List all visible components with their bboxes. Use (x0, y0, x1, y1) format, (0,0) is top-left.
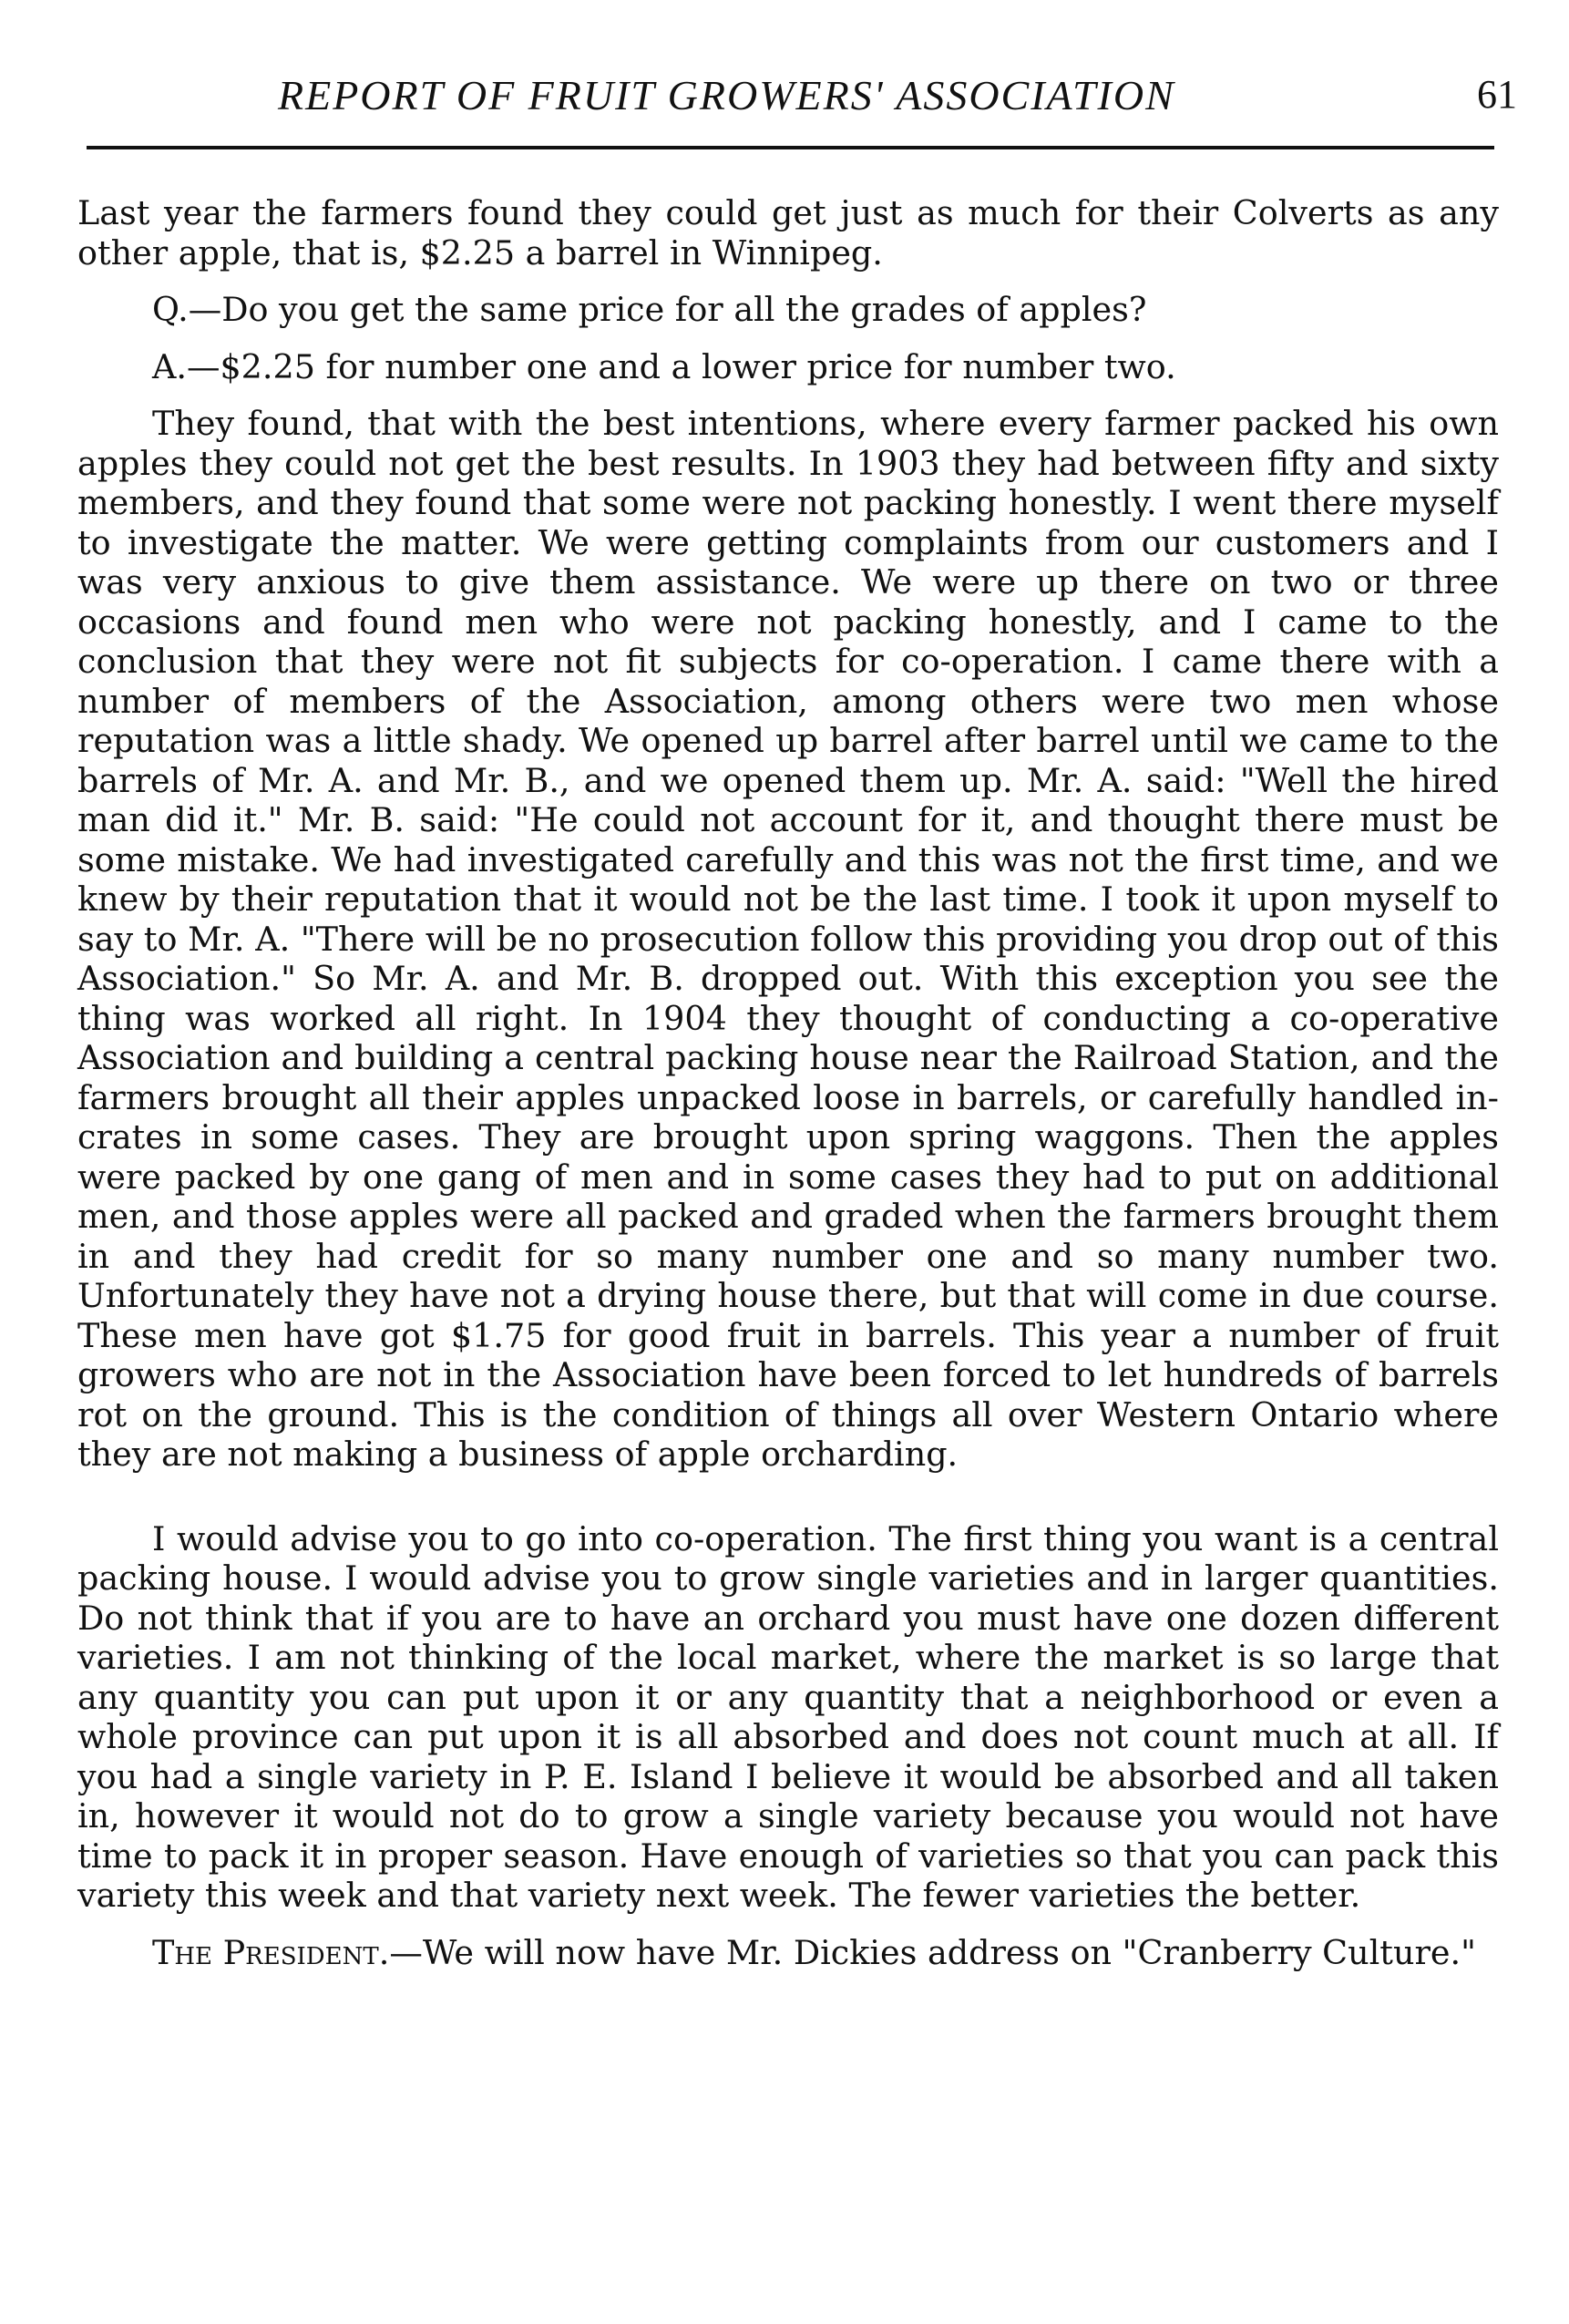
paragraph: They found, that with the best intentions, where every farmer packed his own apples they could not get the best results. In 1903 they had between fifty and sixty members, and they found that some were not packing honestly. I went there myself to investigate the matter. We were getting complaints from our customers and I was very anxious to give them assistance. We were up there on two or three occasions and found men who were not packing honestly, and I came to the conclusion that they were not fit subjects for co-operation. I came there with a number of members of the Association, among others were two men whose reputation was a little shady. We opened up barrel after barrel until we came to the barrels of Mr. A. and Mr. B., and we opened them up. Mr. A. said: "Well the hired man did it." Mr. B. said: "He could not account for it, and thought there must be some mistake. We had investigated carefully and this was not the first time, and we knew by their reputation that it would not be the last time. I took it upon myself to say to Mr. A. "There will be no prosecution follow this providing you drop out of this Association." So Mr. A. and Mr. B. dropped out. With this exception you see the thing was worked all right. In 1904 they thought of conducting a co-operative Association and building a central packing house near the Railroad Station, and the farmers brought all their apples unpacked loose in barrels, or carefully handled in-crates in some cases. They are brought upon spring waggons. Then the apples were packed by one gang of men and in some cases they had to put on additional men, and those apples were all packed and graded when the farmers brought them in and they had credit for so many number one and so many number two. Unfortunately they have not a drying house there, but that will come in due course. These men have got $1.75 for good fruit in barrels. This year a number of fruit growers who are not in the Association have been forced to let hundreds of barrels rot on the ground. This is the condition of things all over Western Ontario where they are not making a business of apple orcharding. (77, 404, 1499, 1474)
paragraph: Last year the farmers found they could get just as much for their Colverts as any other apple, that is, $2.25 a barrel in Winnipeg. (77, 193, 1499, 273)
question-line: Q.—Do you get the same price for all the grades of apples? (152, 290, 1147, 329)
running-title: REPORT OF FRUIT GROWERS' ASSOCIATION (278, 72, 1175, 118)
page-number: 61 (1477, 72, 1517, 117)
closing-text: —We will now have Mr. Dickies address on "Cranberry Culture." (389, 1932, 1476, 1972)
paragraph: I would advise you to go into co-operation. The first thing you want is a central packing house. I would advise you to grow single varieties and in larger quantities. Do not think that if you are to have an orchard you must have one dozen different varieties. I am not thinking of the local market, where the market is so large that any quantity you can put upon it or any quantity that a neighborhood or even a whole province can put upon it is all absorbed and does not count much at all. If you had a single variety in P. E. Island I believe it would be absorbed and all taken in, however it would not do to grow a single variety because you would not have time to pack it in proper season. Have enough of varieties so that you can pack this variety this week and that variety next week. The fewer varieties the better. (77, 1518, 1499, 1915)
answer-line: A.—$2.25 for number one and a lower price for number two. (152, 346, 1176, 386)
body-text (77, 193, 1499, 1972)
speaker-name: The President. (152, 1932, 390, 1972)
page-header (278, 71, 1517, 126)
closing-paragraph (77, 1933, 1499, 1973)
header-rule (87, 146, 1494, 149)
